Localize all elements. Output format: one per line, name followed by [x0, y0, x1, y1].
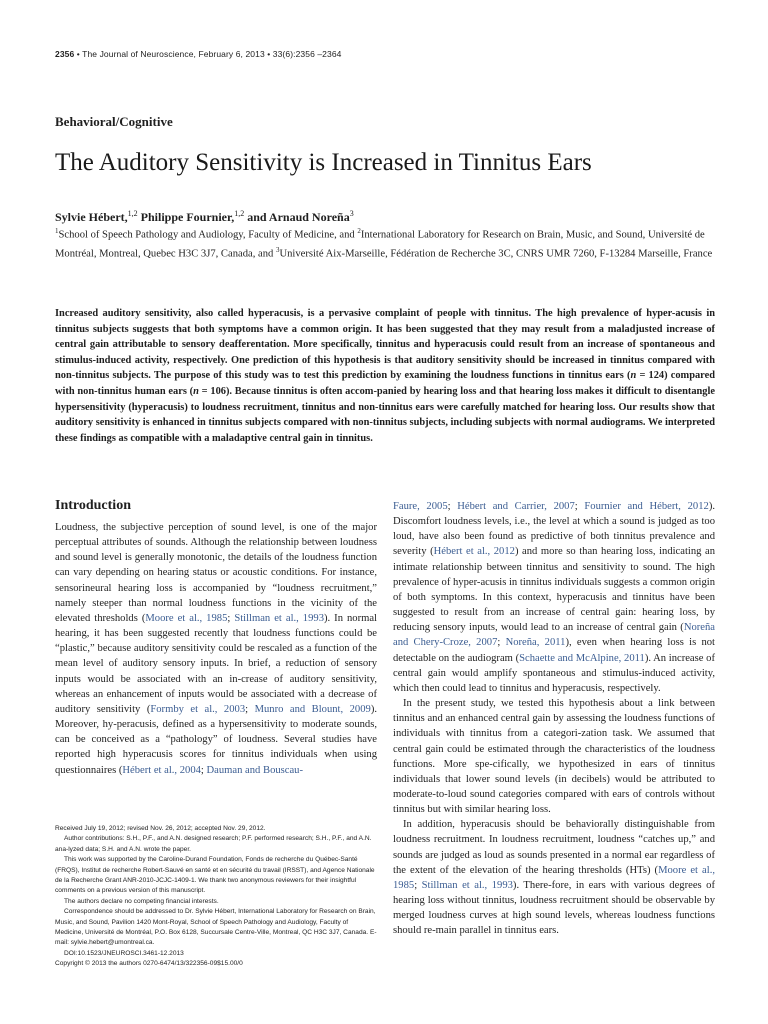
journal-citation: • The Journal of Neuroscience, February 6, 2013 • 33(6):2356 –2364 — [74, 49, 342, 59]
affiliations: $^1$School of Speech Pathology and Audiology, Faculty of Medicine, and $^2$International Laboratory for Research on Brain, Music, and Sound, Université de Montréal, Montreal, Quebec H3C 3J7, Canada, and $^3$Université Aix-Marseille, Fédération de Recherche 3C, CNRS UMR 7260, F-13284 Marseille, France — [55, 227, 713, 260]
correspondence: Correspondence should be addressed to Dr. Sylvie Hébert, International Laboratory for Research on Brain, Music, and Sound, Pavilion 1420 Mont-Royal, School of Speech Pathology and Audiology, Faculty of Medicine, Université de Montréal, P.O. Box 6128, Succursale Centre-Ville, Montreal, QC H3C 3J7, Canada. E-mail: sylvie.hebert@umontreal.ca. — [55, 908, 377, 947]
author-contributions: Author contributions: S.H., P.F., and A.N. designed research; P.F. performed research; S.H., P.F., and A.N. ana-lyzed data; S.H. and A.N. wrote the paper. — [55, 835, 372, 853]
citation-link[interactable]: Formby et al., 2003 — [150, 703, 246, 715]
funding-note: This work was supported by the Caroline-Durand Foundation, Fonds de recherche du Québec-Santé (FRQS), Institut de recherche Robert-Sauvé en santé et en sécurité du travail (IRSST), and Agence Nationale de la Recherche Grant ANR-2010-JCJC-1409-1. We thank two anonymous reviewers for their insightful comments on a previous version of this manuscript. — [55, 856, 375, 895]
citation-link[interactable]: Noreña and Chery-Croze, 2007 — [393, 622, 715, 649]
left-column — [55, 498, 377, 778]
article-title: The Auditory Sensitivity is Increased in Tinnitus Ears — [55, 149, 592, 176]
citation-link[interactable]: Schaette and McAlpine, 2011 — [519, 652, 645, 664]
author-name: and Arnaud Noreña — [244, 210, 350, 224]
section-label: Behavioral/Cognitive — [55, 114, 173, 129]
author-affiliation-mark: 1,2 — [234, 209, 245, 218]
body-paragraph: Faure, 2005; Hébert and Carrier, 2007; Fournier and Hébert, 2012). Discomfort loudness levels, i.e., the level at which a sound is judged as too loud, have also been found as predictive of both tinnitus prevalence and severity (Hébert et al., 2012) and more so than hearing loss, indicating an intimate relationship between tinnitus and sensitivity to sound. The high prevalence of hyper-acusis in tinnitus individuals suggests a common origin of both symptoms. In this context, hyperacusis and tinnitus have been suggested to result from an increase of central gain: hearing loss, by reducing sensory inputs, would lead to an increase of central gain (Noreña and Chery-Croze, 2007; Noreña, 2011), even when hearing loss is not detectable on the audiogram (Schaette and McAlpine, 2011). An increase of central gain would amplify spontaneous and stimulus-induced activity, which then could lead to tinnitus and hyperacusis, respectively. — [393, 501, 716, 694]
citation-link[interactable]: Fournier and Hébert, 2012 — [584, 501, 709, 512]
citation-link[interactable]: Hébert et al., 2004 — [122, 764, 201, 776]
citation-link[interactable]: Noreña, 2011 — [505, 637, 566, 649]
competing-interests: The authors declare no competing financial interests. — [64, 897, 219, 905]
abstract: Increased auditory sensitivity, also called hyperacusis, is a pervasive complaint of people with tinnitus. The high prevalence of hyper-acusis in tinnitus subjects suggests that both symptoms have a common origin. It has been suggested that they may result from a maladjusted increase of central gain attributable to sensory deafferentation. More specifically, tinnitus and hyperacusis could result from an increase of spontaneous and stimulus-induced activity, respectively. One prediction of this hypothesis is that auditory sensitivity should be increased in tinnitus compared with non-tinnitus subjects. The purpose of this study was to test this prediction by examining the loudness functions in tinnitus ears (n = 124) compared with non-tinnitus human ears (n = 106). Because tinnitus is often accom-panied by hearing loss and that hearing loss makes it difficult to disentangle hypersensitivity (hyperacusis) to loudness recruitment, tinnitus and non-tinnitus ears were carefully matched for hearing loss. Our results show that auditory sensitivity is enhanced in tinnitus subjects compared with non-tinnitus subjects, including subjects with normal audiograms. We interpreted these findings as compatible with a maladaptive central gain in tinnitus. — [55, 308, 716, 444]
author-affiliation-mark: 1,2 — [127, 209, 138, 218]
citation-link[interactable]: Munro and Blount, 2009 — [254, 703, 371, 715]
citation-link[interactable]: Stillman et al., 1993 — [234, 612, 324, 624]
footnotes — [55, 824, 377, 970]
author-list — [55, 209, 354, 225]
body-paragraph: Loudness, the subjective perception of sound level, is one of the major perceptual attributes of sounds. Although the relationship between loudness and sound level is generally monotonic, the details of the loudness function can vary depending on hearing status or acoustic conditions. For instance, sensorineural hearing loss is accompanied by “loudness recruitment,” namely steeper than normal loudness functions in the vicinity of the elevated thresholds (Moore et al., 1985; Stillman et al., 1993). In normal hearing, it has been suggested recently that loudness functions could be “plastic,” because auditory sensitivity could be rescaled as a function of the mean level of auditory sensory inputs. In brief, a reduction of sensory inputs would be associated with an in-crease of auditory sensitivity, whereas an enhancement of inputs would be associated with a decrease of auditory sensitivity (Formby et al., 2003; Munro and Blount, 2009). Moreover, hy-peracusis, defined as a hypersensitivity to moderate sounds, can be conceived as a “pathology” of loudness. Several studies have reported high hyperacusis scores for tinnitus individuals when using questionnaires (Hébert et al., 2004; Dauman and Bouscau- — [55, 522, 378, 776]
copyright: Copyright © 2013 the authors 0270-6474/13/322356-09$15.00/0 — [55, 960, 243, 968]
body-paragraph: In addition, hyperacusis should be behaviorally distinguishable from loudness recruitment. In loudness recruitment, loudness “catches up,” and sounds are judged as loud as sounds presented in a normal ear regardless of the extent of the elevation of the hearing thresholds (HTs) (Moore et al., 1985; Stillman et al., 1993). There-fore, in ears with various degrees of hearing loss without tinnitus, loudness recruitment should be observable by merged loudness curves at high sound levels, whereas loudness functions should re-main parallel in tinnitus ears. — [393, 819, 716, 937]
doi[interactable]: DOI:10.1523/JNEUROSCI.3461-12.2013 — [64, 949, 184, 957]
citation-link[interactable]: Moore et al., 1985 — [145, 612, 228, 624]
running-head — [55, 49, 342, 59]
author-affiliation-mark: 3 — [349, 209, 354, 218]
citation-link[interactable]: Stillman et al., 1993 — [421, 879, 513, 891]
author-name: Philippe Fournier, — [137, 210, 235, 224]
citation-link[interactable]: Hébert et al., 2012 — [433, 546, 515, 558]
received-dates: Received July 19, 2012; revised Nov. 26, 2012; accepted Nov. 29, 2012. — [55, 825, 266, 832]
right-column — [393, 499, 715, 939]
citation-link[interactable]: Hébert and Carrier, 2007 — [457, 501, 575, 512]
body-paragraph: In the present study, we tested this hypothesis about a link between tinnitus and an enhanced central gain by assessing the loudness functions of individuals with tinnitus from a categori-zation task. We assumed that central gain could be estimated through the characteristics of the loudness functions. More spe-cifically, we hypothesized in ears of tinnitus individuals that lower sound levels (in decibels) would be attributed to moderate-to-loud sound categories compared with ears of controls without tinnitus but with similar hearing loss. — [393, 698, 715, 816]
introduction-heading: Introduction — [55, 498, 131, 513]
citation-link[interactable]: Moore et al., 1985 — [393, 864, 715, 891]
citation-link[interactable]: Dauman and Bouscau- — [206, 764, 304, 776]
page-number: 2356 — [55, 49, 75, 59]
citation-link[interactable]: Faure, 2005 — [393, 501, 448, 512]
author-name: Sylvie Hébert, — [55, 210, 128, 224]
